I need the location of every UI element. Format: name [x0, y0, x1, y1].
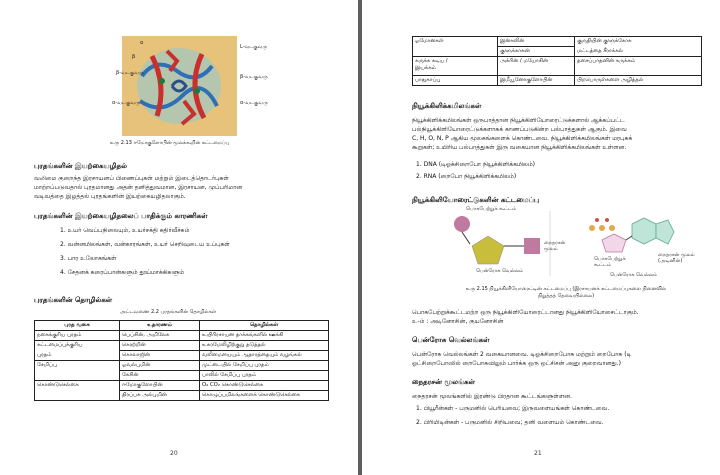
section-heading: புரதங்களின் இயற்கையழிதல் [34, 162, 127, 170]
table-row [413, 57, 702, 76]
table-row [35, 391, 329, 401]
table-cell: உகரமேலிழிற்குறு தடுத்தல் [200, 341, 329, 351]
page-number: 21 [534, 450, 542, 457]
caption-line: உரு 2.15 நியூக்கிளியோரைட்டின் கட்டமைப்பு (இரசாயனக் கட்டமைப்புகளை நினைவில் [465, 286, 667, 292]
paragraph [412, 308, 712, 326]
table-cell: பாலில் சேமிப்பு புரதம் [200, 371, 329, 381]
figure-label: α [140, 40, 144, 46]
section-heading: புரதங்களின் இயற்கையழிதலைப் பாதிக்கும் காரணிகள் [34, 212, 208, 220]
list-item: 1. DNA (டிஓக்சிறைபோ நியூக்கிளிக்கமிலம்) [416, 161, 536, 168]
table-cell: புரதம் [35, 351, 120, 361]
table-cell: உயிரிரசாயன தாக்கங்களில் ஊக்கி [200, 331, 329, 341]
table-cell: ஓவல்புமின் [120, 361, 200, 371]
table-cell [35, 391, 120, 401]
paragraph [412, 116, 712, 152]
table-header: புரத வகை [35, 321, 120, 331]
section-heading: பென்ரோசு வெல்லங்கள் [412, 336, 490, 344]
table-caption: அட்டவணை 2.2 புரதங்களின் தொழில்கள் [120, 309, 217, 315]
paragraph-line: மாற்றப்படுவதால் புரதமானது அதன் தனித்துவமான, இரசாயன, முப்பரிமான [34, 184, 243, 191]
section-heading: நியூக்கிளிக்கமிலங்கள் [412, 102, 482, 110]
section-heading: நைதரசன் மூலங்கள் [412, 378, 475, 386]
table-cell: திரப்பசு அல்புமின் [120, 391, 200, 401]
figure-label: பென்ரோசு வெல்லம் [610, 272, 658, 278]
table-row [413, 76, 702, 86]
table-cell: நகைக்குரிய புரதம் [35, 331, 120, 341]
list-item: 1. உயர் வெப்பநிலையும், உயர்சக்தி கதிர்வீச்சும் [60, 227, 190, 234]
table-cell: தசைப்பாதனின் சுருக்கம் [575, 57, 702, 76]
list-item: 2. பிரிமிடின்கள் - பருமனில் சிறியவை; தனி வளையம் கொண்டவை. [416, 419, 604, 426]
table-cell: இன்சுலின் [498, 37, 575, 47]
paragraph-line: வலிமை குறைந்த இரசாயனப் பிணைப்புகள் மற்றும் இடைத்தொடர்புகள் [34, 175, 229, 182]
table-row [35, 351, 329, 361]
table-cell: சேமிப்பு [35, 361, 120, 371]
figure-label: பொசுபேற்றுக் கூட்டம் [594, 256, 626, 268]
left-page [0, 0, 358, 475]
table-cell: முட்டையில் சேமிப்பு புரதம் [200, 361, 329, 371]
table-row [413, 37, 702, 47]
table-cell [413, 57, 498, 76]
table-row [35, 331, 329, 341]
protein-functions-table [34, 320, 329, 401]
paragraph-line: பென்ரோசு வெல்லங்கள் 2 வகையானவை. டிஓக்சிறைபோசு மற்றும் றைபோசு (டி [412, 351, 632, 358]
figure-label: β-வடகுவரு [116, 70, 144, 76]
section-heading: நியூக்கிளியோரைட்டுகளின் கட்டமைப்பு [412, 196, 540, 204]
caption-line: நிறுத்தத் தேவையில்லை) [537, 293, 595, 299]
table-cell: குளுக்காகன் [498, 47, 575, 57]
table-header: உதாரணம் [120, 321, 200, 331]
figure-caption [426, 286, 706, 300]
figure-label: பென்ரோசு வெல்லம் [476, 268, 524, 274]
nitrogen-base-list [416, 404, 706, 428]
nucleic-acid-list [416, 160, 696, 182]
table-cell: மட்டத்தை சீராக்கல் [575, 47, 702, 57]
table-cell: ஈமோகுளோபின் [120, 381, 200, 391]
figure-label: நைதரசன் மூலம் [544, 240, 566, 252]
paragraph-line: ஓட்சிறைபோஸில் றைபோசுவிலும் பார்க்க ஒரு ஒட்சிசன் அனு குறைவானது.) [412, 360, 621, 367]
figure-label: L-வடகுவரு [240, 44, 268, 50]
table-row [35, 361, 329, 371]
figure-caption: உரு 2.13 ஈமோகுளோபின் மூலக்கூறின் கட்டமைப்பு [110, 140, 230, 146]
factor-list [60, 226, 340, 278]
table-cell: கொழுப்பமிலங்களைக் கொண்டுசெல்கை [200, 391, 329, 401]
list-item: 1. பியூரீன்கள் - பருமனில் பெரியவை; இருவளையங்கள் கொண்டவை. [416, 405, 610, 412]
paragraph-line: பொசுபேற்றுக்கூட்டமற்ற ஒரு நியூக்கிளியோரைட்டானது நியூக்கிளியோசைட்டாகும். [412, 309, 639, 316]
figure-label: β-வடகுவரு [240, 74, 268, 80]
right-page [362, 0, 720, 475]
table-cell: குருதியின் குளுக்கோசு [575, 37, 702, 47]
table-cell: பாதுகாப்பு [413, 76, 498, 86]
paragraph [412, 350, 712, 368]
table-cell: அக்ரின் / மயோசின் [498, 57, 575, 76]
table-cell [35, 371, 120, 381]
figure-label: பொசுபேற்றுக் கூட்டம் [466, 206, 517, 212]
table-row [413, 47, 702, 57]
figure-label: α-வடகுவரு [112, 100, 140, 106]
cell-line: சுருக்க சுடிய / [415, 58, 448, 64]
list-item: 4. சேதனக் கரைப்பான்களும் தூய்மாக்கிகளும் [60, 269, 185, 276]
paragraph [34, 174, 334, 201]
protein-functions-table-continued [412, 36, 702, 86]
hemoglobin-figure [122, 36, 237, 136]
hemoglobin-image [122, 36, 237, 136]
list-item: 2. வன்னமிலங்கள், வன்காரங்கள், உயர் செறிவுடைய உப்புகள் [60, 241, 230, 248]
paragraph-line: C, H, O, N, P ஆகிய மூலகங்களைக் கொண்டவை. நியூக்கிளிக்கமிலங்கள் மரபுசுக் [412, 135, 633, 142]
table-cell: ஓமோனகள் [413, 37, 498, 47]
page-number: 20 [170, 450, 178, 457]
table-header: தொழில்கள் [200, 321, 329, 331]
paragraph: நைதரசன் மூலங்களில் இரண்டு பிரதான கூட்டங்களுள்ளன. [412, 393, 572, 400]
table-row [35, 341, 329, 351]
table-cell: கட்டமைப்புக்குரிய [35, 341, 120, 351]
table-cell: கொலாஜின் [120, 351, 200, 361]
figure-label: α-வடகுவரு [240, 100, 268, 106]
table-cell [413, 47, 498, 57]
table-cell: பெப்சின், அமிலேசு [120, 331, 200, 341]
paragraph-line: கூறுகள்; உயிரிய பல்பாத்துகள் இரு வகையான நியூக்கிளிக்கமிலங்கள் உள்ளன. [412, 144, 627, 151]
table-row [35, 381, 329, 391]
paragraph-line: நியூக்கிளிக்கமிலங்கள் ஒருபாத்தான நியூக்கிளியோரைட்டுக்களால் ஆக்கப்பட்ட [412, 117, 625, 124]
cell-line: இயக்கம் [415, 65, 436, 71]
table-cell: கேசின் [120, 371, 200, 381]
paragraph-line: உ-ம் : அடினோசின், குயனோசின் [412, 318, 504, 325]
paragraph-line: பல்நியூக்கிளியோரைட்டுக்களாகக் காணப்படுகின்ற பல்பாத்துகள் ஆகும். இவை [412, 126, 627, 133]
table-header-row [35, 321, 329, 331]
table-cell: இமீயூனோகுளோபின் [498, 76, 575, 86]
table-cell: வலிமையையும் ஆதாரத்தையும் வழங்கல் [200, 351, 329, 361]
section-heading: புரதங்களின் தொழில்கள் [34, 296, 113, 304]
list-item: 2. RNA (றைபோ நியூக்கிளிக்கமிலம்) [416, 173, 517, 180]
paragraph-line: வடிவத்தை இழத்தல் புரதங்களின் இயற்கையழிதலாகும். [34, 193, 186, 200]
figure-label: β [132, 54, 136, 60]
table-cell: கொண்டுசெல்கை [35, 381, 120, 391]
table-cell: O₂ CO₂ கொண்டுசெல்கை [200, 381, 329, 391]
table-row [35, 371, 329, 381]
list-item: 3. பார உலோகங்கள் [60, 255, 117, 262]
table-cell: பிறபொருள்களை அழித்தல் [575, 76, 702, 86]
figure-label: நைதரசன் மூலம் (அடினின்) [658, 252, 695, 264]
table-cell: கெரற்றின் [120, 341, 200, 351]
